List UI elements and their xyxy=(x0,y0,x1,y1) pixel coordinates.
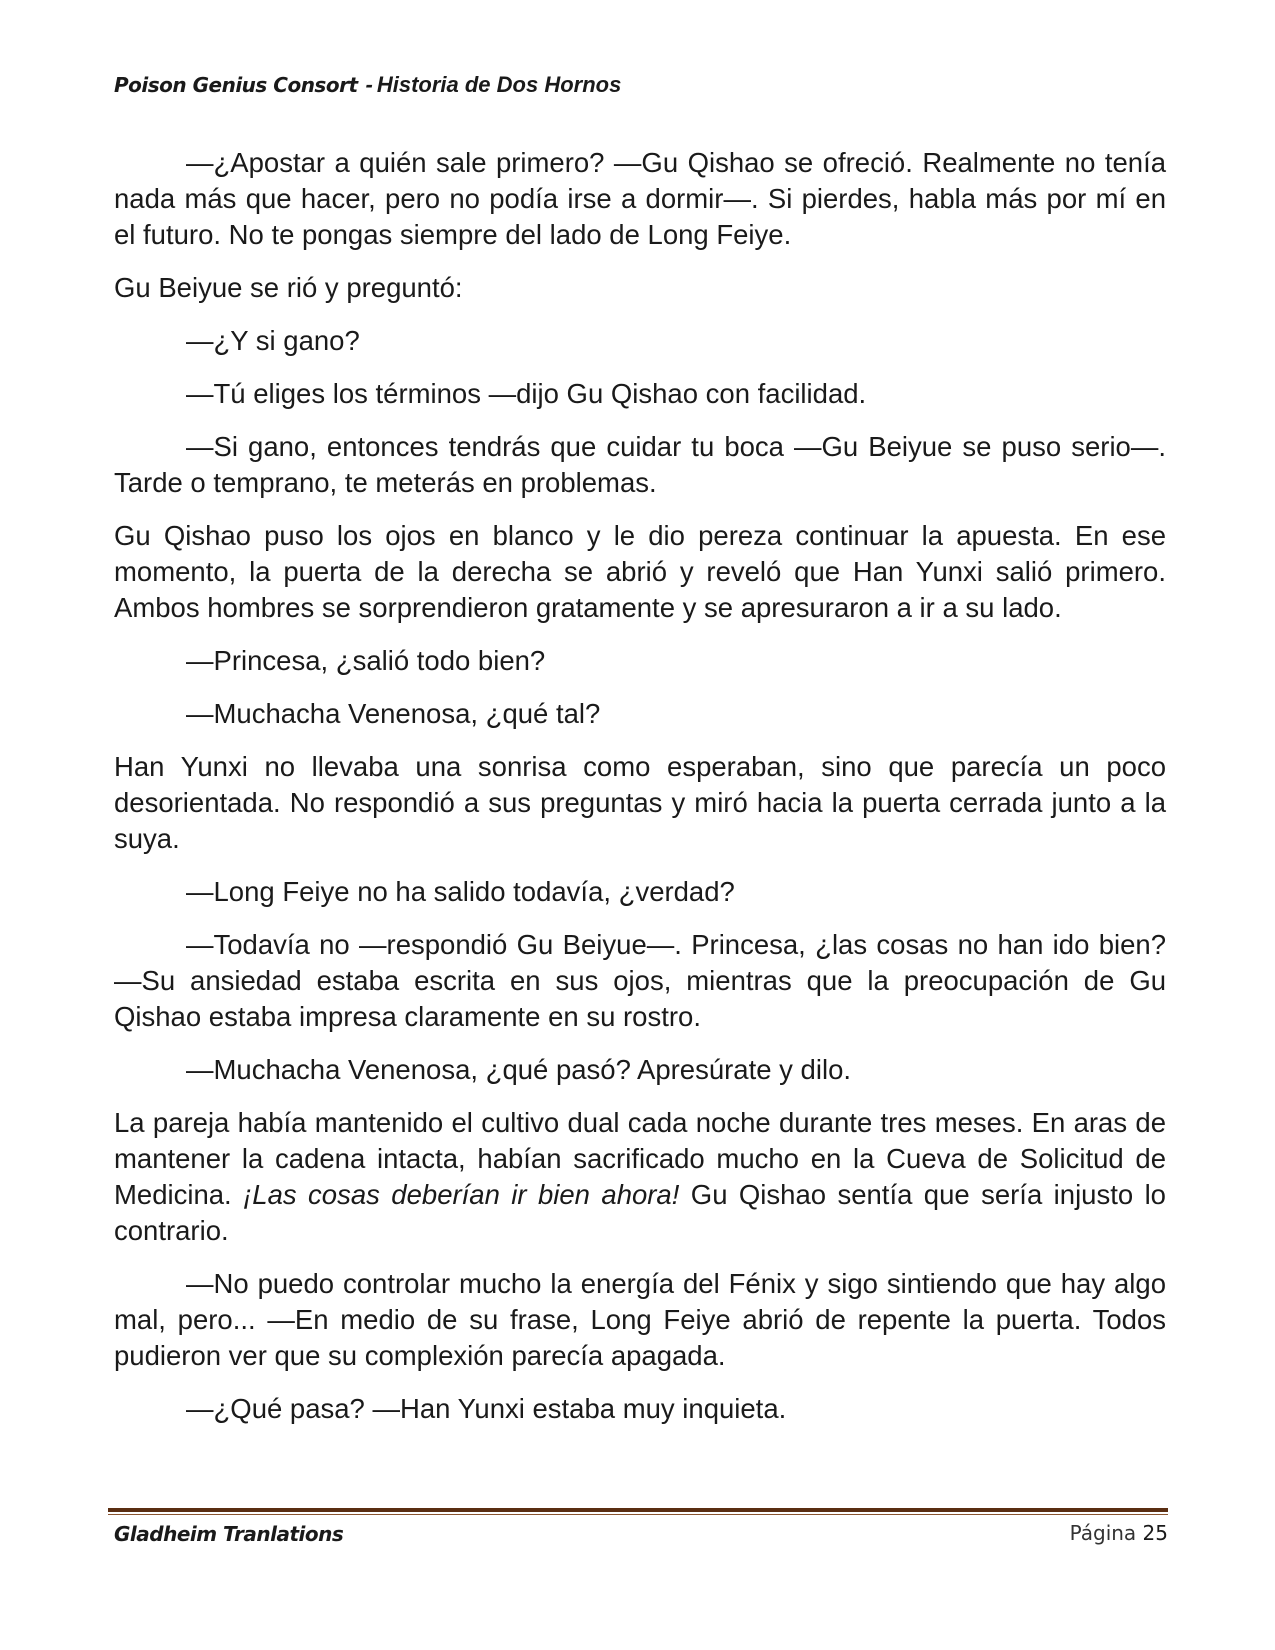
paragraph: —Si gano, entonces tendrás que cuidar tu boca —Gu Beiyue se puso serio—. Tarde o temprano, te meterás en problemas. xyxy=(114,431,1166,498)
chapter-title: Historia de Dos Hornos xyxy=(376,72,622,97)
footer-rule-thin xyxy=(108,1514,1168,1515)
footer-publisher: Gladheim Tranlations xyxy=(114,1522,344,1546)
paragraph: —Todavía no —respondió Gu Beiyue—. Princesa, ¿las cosas no han ido bien? —Su ansiedad estaba escrita en sus ojos, mientras que la preocupación de Gu Qishao estaba impresa claramente en su rostro. xyxy=(114,929,1166,1032)
paragraph: —Muchacha Venenosa, ¿qué pasó? Apresúrate y dilo. xyxy=(186,1054,852,1085)
footer-page xyxy=(1070,1521,1168,1545)
paragraph: Gu Qishao puso los ojos en blanco y le dio pereza continuar la apuesta. En ese momento, la puerta de la derecha se abrió y reveló que Han Yunxi salió primero. Ambos hombres se sorprendieron gratamente y se apresuraron a ir a su lado. xyxy=(114,520,1166,623)
page-number: 25 xyxy=(1142,1521,1168,1545)
paragraph: Gu Beiyue se rió y preguntó: xyxy=(114,272,463,303)
page-label: Página xyxy=(1069,1521,1137,1545)
paragraph-italic-text: ¡Las cosas deberían ir bien ahora! xyxy=(243,1179,680,1210)
paragraph-text: La pareja había mantenido el cultivo dual cada noche durante tres meses. En aras de mantener la cadena intacta, habían sacrificado mucho en la Cueva de Solicitud de Medicina. xyxy=(114,1107,1166,1210)
paragraph-text: Gu Qishao sentía que sería injusto lo contrario. xyxy=(114,1179,1166,1246)
paragraph: —Princesa, ¿salió todo bien? xyxy=(186,645,546,676)
paragraph: —¿Qué pasa? —Han Yunxi estaba muy inquieta. xyxy=(186,1393,787,1424)
paragraph: —Muchacha Venenosa, ¿qué tal? xyxy=(186,698,601,729)
paragraph: —No puedo controlar mucho la energía del Fénix y sigo sintiendo que hay algo mal, pero... —En medio de su frase, Long Feiye abrió de repente la puerta. Todos pudieron ver que su complexión parecía apagada. xyxy=(114,1268,1166,1371)
footer-rule xyxy=(108,1508,1168,1512)
paragraph: Han Yunxi no llevaba una sonrisa como esperaban, sino que parecía un poco desorientada. No respondió a sus preguntas y miró hacia la puerta cerrada junto a la suya. xyxy=(114,751,1166,854)
paragraph: —¿Y si gano? xyxy=(186,325,360,356)
paragraph: —Long Feiye no ha salido todavía, ¿verdad? xyxy=(186,876,735,907)
paragraph: —¿Apostar a quién sale primero? —Gu Qishao se ofreció. Realmente no tenía nada más que hacer, pero no podía irse a dormir—. Si pierdes, habla más por mí en el futuro. No te pongas siempre del lado de Long Feiye. xyxy=(114,147,1166,250)
header-separator: - xyxy=(365,72,373,97)
body-text xyxy=(114,145,1166,1444)
paragraph: —Tú eliges los términos —dijo Gu Qishao con facilidad. xyxy=(186,378,867,409)
running-header xyxy=(114,72,621,98)
book-title: Poison Genius Consort xyxy=(114,73,358,97)
paragraph-mixed xyxy=(114,1105,1166,1249)
